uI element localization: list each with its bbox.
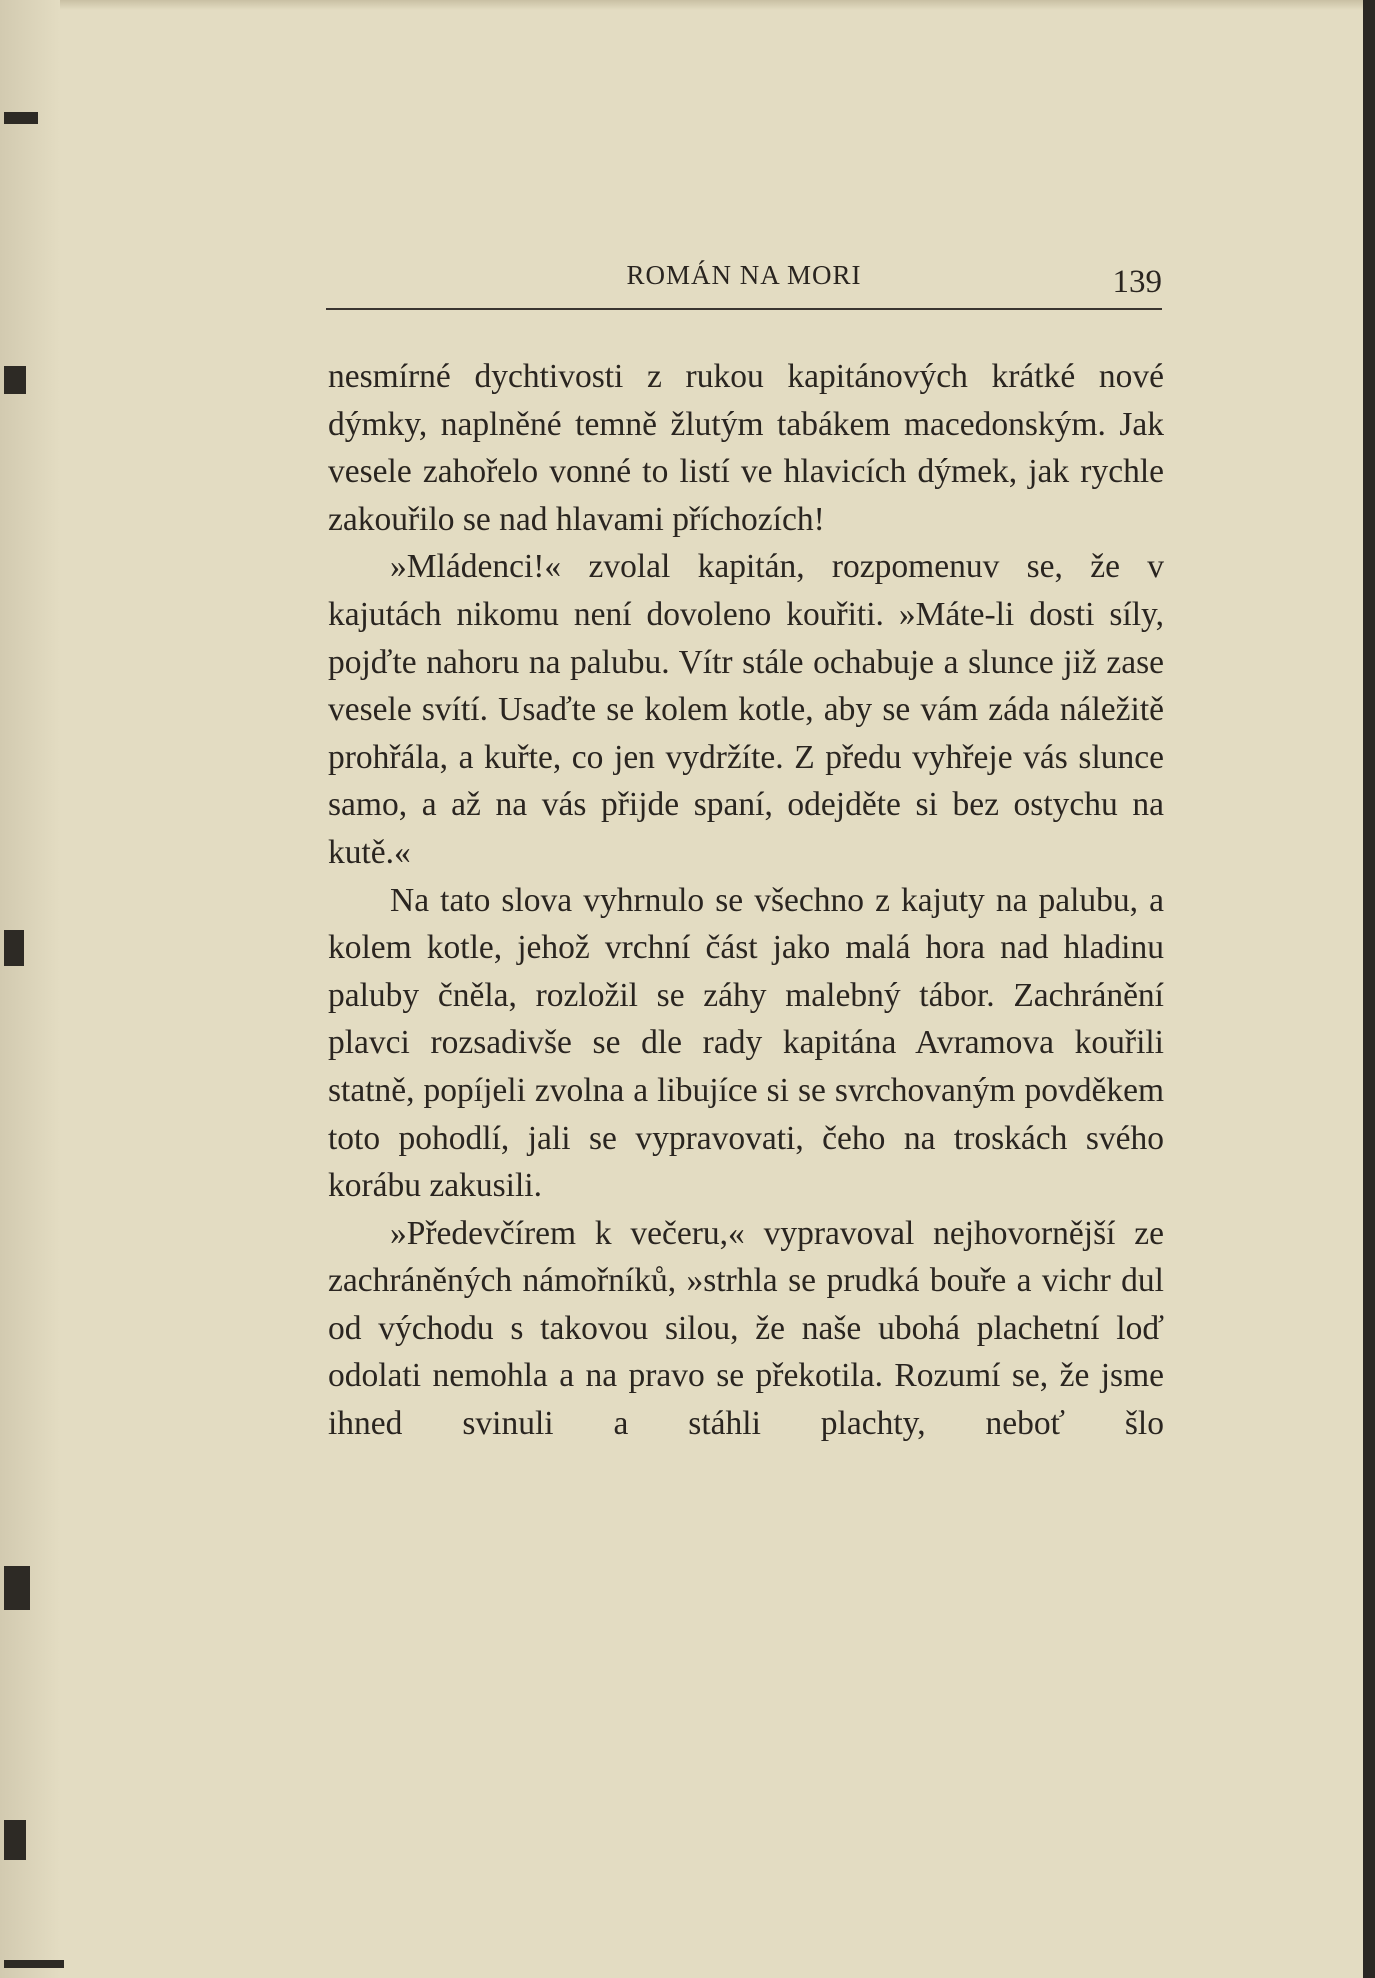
binding-mark [4, 1820, 26, 1860]
binding-mark [4, 112, 38, 124]
binding-mark [4, 366, 26, 394]
scan-top-edge [0, 0, 1375, 10]
paragraph-2: »Mládenci!« zvolal kapitán, rozpomenuv se, že v kajutách nikomu není dovoleno kouřiti. »Máte-li dosti síly, pojďte nahoru na palubu. Vítr stále ochabuje a slunce již zase vesele svítí. Usaďte se kolem kotle, aby se vám záda náležitě prohřála, a kuřte, co jen vydržíte. Z předu vyhřeje vás slunce samo, a až na vás přijde spaní, odejděte si bez ostychu na kutě.« [328, 548, 1164, 871]
paragraph-1: nesmírné dychtivosti z rukou kapitánových krátké nové dýmky, naplněné temně žlutým tabákem macedonským. Jak vesele zahořelo vonné to listí ve hlavicích dýmek, jak rychle zakouřilo se nad hlavami příchozích! [328, 358, 1164, 538]
page-number: 139 [1112, 264, 1162, 300]
running-title: ROMÁN NA MORI [626, 260, 862, 290]
scan-left-edge [0, 0, 60, 1978]
scan-right-edge [1363, 0, 1375, 1978]
binding-mark [4, 1960, 64, 1968]
paragraph-3: Na tato slova vyhrnulo se všechno z kajuty na palubu, a kolem kotle, jehož vrchní část jako malá hora nad hladinu paluby čněla, rozložil se záhy malebný tábor. Zachránění plavci rozsadivše se dle rady kapitána Avramova kouřili statně, popíjeli zvolna a libujíce si se svrchovaným povděkem toto pohodlí, jali se vypravovati, čeho na troskách svého korábu zakusili. [328, 881, 1164, 1205]
book-page [328, 258, 1164, 1448]
body-text [328, 353, 1164, 1448]
paragraph-4: »Předevčírem k večeru,« vypravoval nejhovornější ze zachráněných námořníků, »strhla se prudká bouře a vichr dul od východu s takovou silou, že naše ubohá plachetní loď odolati nemohla a na pravo se překotila. Rozumí se, že jsme ihned svinuli a stáhli plachty, neboť šlo [328, 1214, 1164, 1443]
binding-mark [4, 930, 24, 966]
running-head [326, 258, 1162, 310]
binding-mark [4, 1566, 30, 1610]
